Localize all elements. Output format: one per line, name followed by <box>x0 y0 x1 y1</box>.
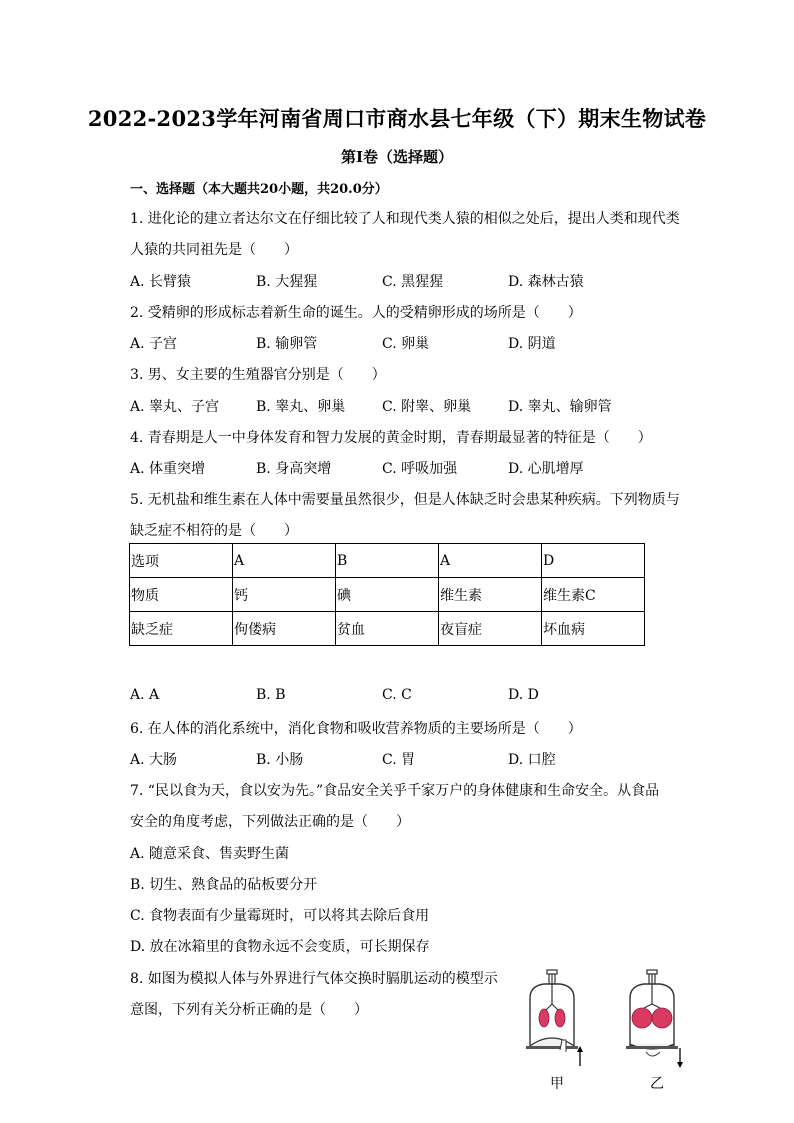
q5-line-1: 5. 无机盐和维生素在人体中需要量虽然很少，但是人体缺乏时会患某种疾病。下列物质与 <box>130 492 680 508</box>
q8-line-2: 意图，下列有关分析正确的是（ ） <box>130 1002 368 1018</box>
table-cell: 维生素C <box>542 578 645 612</box>
q5-table <box>129 543 645 646</box>
table-cell: 贫血 <box>336 612 439 646</box>
q1-option-a[interactable]: A. 长臂猿 <box>130 274 192 290</box>
q7-option-b[interactable]: B. 切生、熟食品的砧板要分开 <box>130 877 318 893</box>
q4-option-d[interactable]: D. 心肌增厚 <box>508 461 584 477</box>
q6-option-b[interactable]: B. 小肠 <box>256 752 304 768</box>
q3-option-a[interactable]: A. 睾丸、子宫 <box>130 399 220 415</box>
q1-option-c[interactable]: C. 黑猩猩 <box>382 274 444 290</box>
label-jia: 甲 <box>550 1076 564 1092</box>
q8-line-1: 8. 如图为模拟人体与外界进行气体交换时膈肌运动的模型示 <box>130 971 498 987</box>
q1-line-2: 人猿的共同祖先是（ ） <box>130 242 298 258</box>
exam-title: 2022-2023学年河南省周口市商水县七年级（下）期末生物试卷 <box>87 106 707 131</box>
lung-left <box>539 1009 549 1027</box>
q6-option-d[interactable]: D. 口腔 <box>508 752 556 768</box>
q5-option-d[interactable]: D. D <box>508 687 539 703</box>
q5-line-2: 缺乏症不相符的是（ ） <box>130 523 298 539</box>
q4-option-a[interactable]: A. 体重突增 <box>130 461 206 477</box>
jar-base <box>526 1046 578 1049</box>
q6-option-a[interactable]: A. 大肠 <box>130 752 178 768</box>
table-cell: D <box>542 544 645 578</box>
label-yi: 乙 <box>650 1076 664 1092</box>
q7-option-d[interactable]: D. 放在冰箱里的食物永远不会变质，可长期保存 <box>130 939 430 955</box>
q2-option-d[interactable]: D. 阴道 <box>508 336 556 352</box>
q2-line-1: 2. 受精卵的形成标志着新生命的诞生。人的受精卵形成的场所是（ ） <box>130 305 582 321</box>
section-heading: 一、选择题（本大题共20小题，共20.0分） <box>130 182 388 197</box>
table-row <box>130 578 645 612</box>
q2-option-c[interactable]: C. 卵巢 <box>382 336 430 352</box>
bell-jar-yi <box>626 970 683 1068</box>
table-cell: 夜盲症 <box>439 612 542 646</box>
q1-line-1: 1. 进化论的建立者达尔文在仔细比较了人和现代类人猿的相似之处后，提出人类和现代类 <box>130 211 680 227</box>
q7-option-a[interactable]: A. 随意采食、售卖野生菌 <box>130 846 290 862</box>
table-cell: 缺乏症 <box>130 612 233 646</box>
q1-option-b[interactable]: B. 大猩猩 <box>256 274 318 290</box>
table-cell: 碘 <box>336 578 439 612</box>
q5-option-b[interactable]: B. B <box>256 687 286 703</box>
table-row <box>130 544 645 578</box>
table-row <box>130 612 645 646</box>
table-cell: 钙 <box>233 578 336 612</box>
hand-icon <box>646 1052 660 1056</box>
lung-right <box>555 1009 565 1027</box>
q6-line-1: 6. 在人体的消化系统中，消化食物和吸收营养物质的主要场所是（ ） <box>130 721 582 737</box>
bell-jar-diagram <box>520 968 700 1098</box>
volume-subtitle: 第I卷（选择题） <box>340 148 454 166</box>
q1-option-d[interactable]: D. 森林古猿 <box>508 274 584 290</box>
bell-jar-jia <box>526 970 583 1066</box>
q6-option-c[interactable]: C. 胃 <box>382 752 416 768</box>
q7-line-2: 安全的角度考虑，下列做法正确的是（ ） <box>130 814 410 830</box>
jar-base <box>626 1046 678 1049</box>
q2-option-b[interactable]: B. 输卵管 <box>256 336 318 352</box>
q7-line-1: 7. “民以食为天，食以安为先。”食品安全关乎千家万户的身体健康和生命安全。从食品 <box>130 783 660 799</box>
lung-right <box>652 1008 672 1028</box>
table-cell: 选项 <box>130 544 233 578</box>
q3-option-d[interactable]: D. 睾丸、输卵管 <box>508 399 612 415</box>
q5-option-c[interactable]: C. C <box>382 687 412 703</box>
table-cell: 坏血病 <box>542 612 645 646</box>
table-cell: A <box>439 544 542 578</box>
q2-option-a[interactable]: A. 子宫 <box>130 336 178 352</box>
q3-line-1: 3. 男、女主要的生殖器官分别是（ ） <box>130 367 386 383</box>
q4-line-1: 4. 青春期是人一中身体发育和智力发展的黄金时期，青春期最显著的特征是（ ） <box>130 430 652 446</box>
q3-option-c[interactable]: C. 附睾、卵巢 <box>382 399 472 415</box>
q3-option-b[interactable]: B. 睾丸、卵巢 <box>256 399 346 415</box>
diaphragm-model-figure <box>520 968 700 1098</box>
lung-left <box>632 1008 652 1028</box>
q4-option-b[interactable]: B. 身高突增 <box>256 461 332 477</box>
q5-option-a[interactable]: A. A <box>130 687 160 703</box>
q7-option-c[interactable]: C. 食物表面有少量霉斑时，可以将其去除后食用 <box>130 908 430 924</box>
table-cell: 物质 <box>130 578 233 612</box>
table-cell: 佝偻病 <box>233 612 336 646</box>
table-cell: 维生素 <box>439 578 542 612</box>
q4-option-c[interactable]: C. 呼吸加强 <box>382 461 458 477</box>
table-cell: A <box>233 544 336 578</box>
table-cell: B <box>336 544 439 578</box>
